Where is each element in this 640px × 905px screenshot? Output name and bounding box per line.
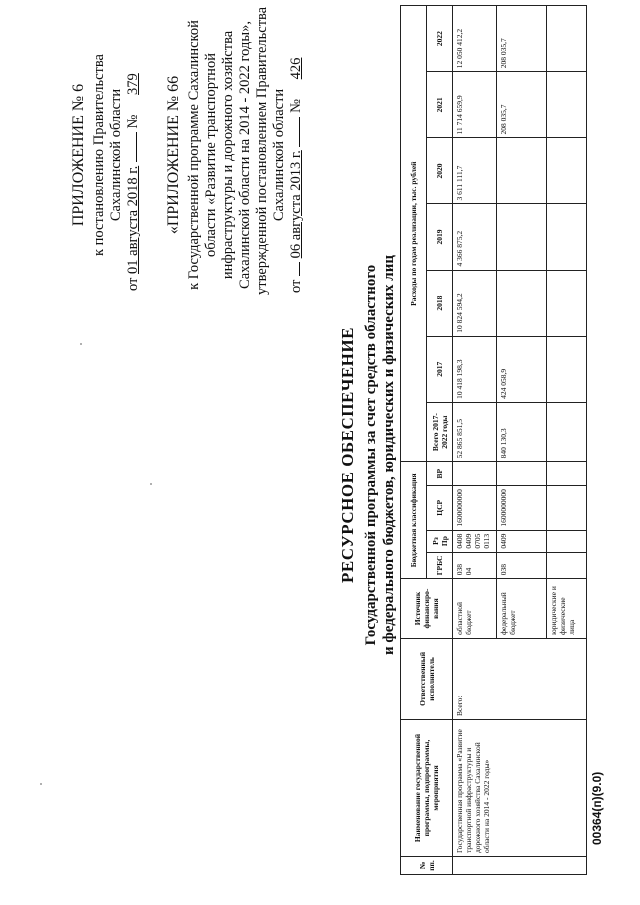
header-csr: ЦСР <box>427 486 453 531</box>
header-grbs: ГРБС <box>427 552 453 579</box>
row-source: федеральный бюджет <box>497 579 547 639</box>
document-title: РЕСУРСНОЕ ОБЕСПЕЧЕНИЕ <box>338 327 357 583</box>
annex-6-no-label: № <box>125 114 141 129</box>
row-grbs: 038 <box>497 552 547 579</box>
row-2022: 12 050 412,2 <box>453 6 497 72</box>
table-row <box>453 6 497 875</box>
annex-6-date-prefix: от <box>125 277 141 291</box>
row-num <box>453 857 587 875</box>
row-2019: 4 366 875,2 <box>453 204 497 270</box>
row-source: юридические и физические лица <box>547 579 587 639</box>
header-vr: ВР <box>427 462 453 486</box>
annex-66-no-label: № <box>288 99 304 113</box>
row-2019 <box>547 204 587 270</box>
rzpr-code: 0409 <box>464 533 473 549</box>
row-rzpr <box>547 530 587 552</box>
annex-6-number: 379 <box>125 73 141 95</box>
rzpr-code: 0408 <box>455 533 464 549</box>
row-2017 <box>547 336 587 402</box>
row-2021: 11 714 659,9 <box>453 72 497 138</box>
header-responsible: Ответственный исполнитель <box>401 638 453 719</box>
row-2019 <box>497 204 547 270</box>
annex-66-title: «ПРИЛОЖЕНИЕ № 66 <box>165 75 182 235</box>
header-total: Всего 2017-2022 годы <box>427 402 453 461</box>
rzpr-code: 0705 <box>473 533 482 549</box>
row-vr <box>497 462 547 486</box>
header-year-2021: 2021 <box>427 72 453 138</box>
annex-66-block <box>165 6 305 295</box>
row-csr <box>547 486 587 531</box>
row-vr <box>547 462 587 486</box>
annex-6-title: ПРИЛОЖЕНИЕ № 6 <box>70 83 87 227</box>
row-csr: 1600000000 <box>497 486 547 531</box>
row-2018 <box>497 270 547 336</box>
document-subtitle-2: и федерального бюджетов, юридических и физических лиц <box>381 255 397 656</box>
row-total <box>547 402 587 461</box>
document-subtitle-1: Государственной программы за счет средств областного <box>363 264 379 646</box>
header-year-2020: 2020 <box>427 138 453 204</box>
row-rzpr <box>497 530 547 552</box>
annex-6-date: 01 августа 2018 г. <box>125 165 141 274</box>
row-rzpr <box>453 530 497 552</box>
scan-speck <box>150 483 152 485</box>
row-2017: 424 058,9 <box>497 336 547 402</box>
row-source: областной бюджет <box>453 579 497 639</box>
header-rzpr: Рз Пр <box>427 530 453 552</box>
document-heading <box>338 155 398 755</box>
scan-speck <box>80 343 82 345</box>
row-2020: 3 611 111,7 <box>453 138 497 204</box>
annex-66-line-2: области «Развитие транспортной <box>203 53 219 257</box>
row-2020 <box>547 138 587 204</box>
header-year-2018: 2018 <box>427 270 453 336</box>
header-year-2022: 2022 <box>427 6 453 72</box>
annex-66-date-prefix: от <box>288 279 304 293</box>
annex-6-date-line <box>125 5 142 291</box>
annex-66-line-1: к Государственной программе Сахалинской <box>186 20 202 290</box>
annex-6-block <box>70 5 142 305</box>
row-2017: 10 418 198,3 <box>453 336 497 402</box>
program-responsible: Всего: <box>453 638 587 719</box>
header-year-2017: 2017 <box>427 336 453 402</box>
program-name: Государственная программа «Развитие транспортной инфраструктуры и дорожного хозяйства Сахалинской области на 2014 - 2022 годы» <box>453 720 587 857</box>
row-2021 <box>547 72 587 138</box>
annex-66-number: 426 <box>288 57 304 80</box>
rzpr-code: 0113 <box>482 533 491 549</box>
annex-66-line-5: утвержденной постановлением Правительства <box>254 6 270 295</box>
resource-table <box>400 5 587 875</box>
row-2022 <box>547 6 587 72</box>
annex-6-line2: Сахалинской области <box>108 88 124 222</box>
annex-66-line-4: Сахалинской области на 2014 - 2022 годы», <box>237 21 253 289</box>
header-year-2019: 2019 <box>427 204 453 270</box>
row-2018 <box>547 270 587 336</box>
row-grbs <box>547 552 587 579</box>
row-vr <box>453 462 497 486</box>
annex-66-date-line <box>288 15 305 293</box>
annex-66-line-3: инфраструктуры и дорожного хозяйства <box>220 30 236 280</box>
rzpr-code: 0409 <box>499 533 508 549</box>
row-total: 840 130,3 <box>497 402 547 461</box>
row-2021: 208 035,7 <box>497 72 547 138</box>
header-source: Источник финансиро-вания <box>401 579 453 639</box>
scan-speck <box>40 783 42 785</box>
row-csr: 1600000000 <box>453 486 497 531</box>
header-expenses: Расходы по годам реализации, тыс. рублей <box>401 6 427 462</box>
row-2020 <box>497 138 547 204</box>
annex-6-line1: к постановлению Правительства <box>91 54 107 256</box>
annex-66-line-6: Сахалинской области <box>271 88 287 222</box>
header-name: Наименование государственной программы, подпрограммы, мероприятия <box>401 720 453 857</box>
row-grbs: 038 04 <box>453 552 497 579</box>
annex-66-date: 06 августа 2013 г. <box>288 150 304 259</box>
row-2022: 208 035,7 <box>497 6 547 72</box>
row-2018: 10 824 594,2 <box>453 270 497 336</box>
footer-code: 00364(п)(9.0) <box>590 771 604 845</box>
header-num: № пп. <box>401 857 453 875</box>
row-total: 52 865 851,5 <box>453 402 497 461</box>
header-budget-class: Бюджетная классификация <box>401 462 427 579</box>
